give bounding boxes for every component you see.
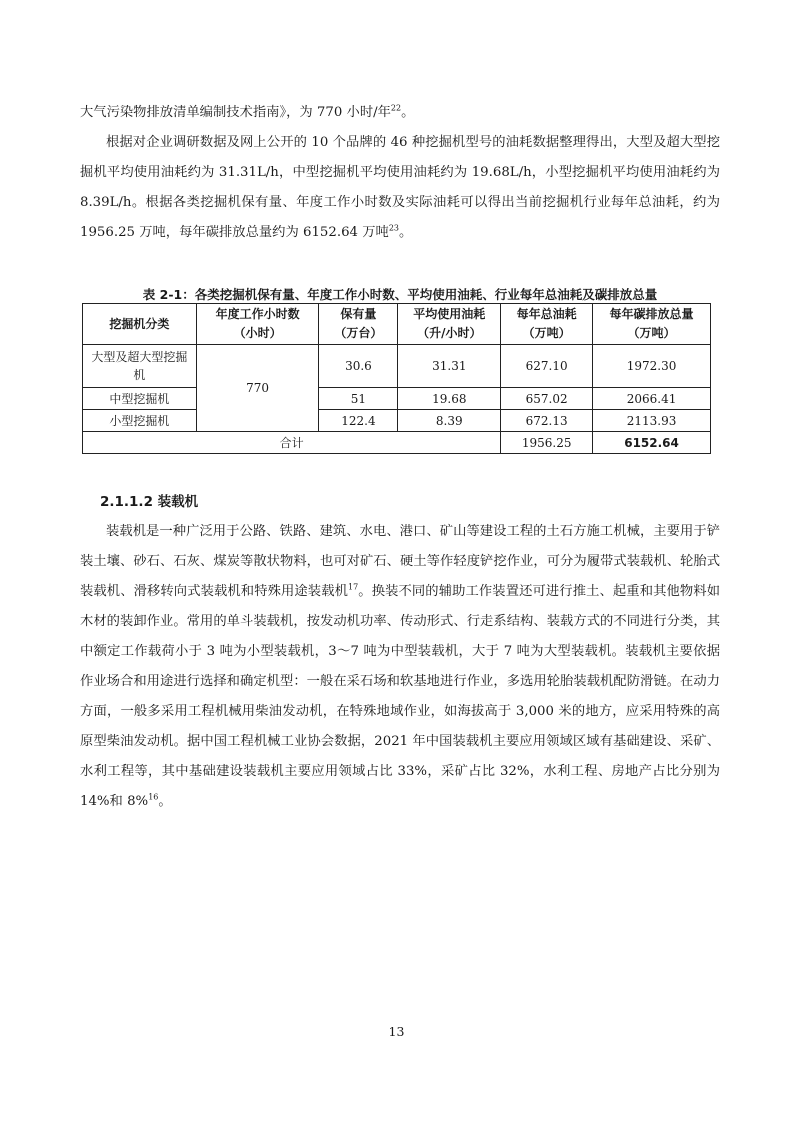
paragraph-2 [80, 128, 720, 248]
paragraph-3-text-a: 装载机是一种广泛用于公路、铁路、建筑、水电、港口、矿山等建设工程的土石方施工机械，主要用于铲装土壤、砂石、石灰、煤炭等散状物料，也可对矿石、硬土等作轻度铲挖作业，可分为履带式装载机、轮胎式装载机、滑移转向式装载机和特殊用途装载机 [80, 524, 720, 599]
row-fuel-rate: 31.31 [398, 345, 501, 388]
header-carbon: 每年碳排放总量 （万吨） [593, 304, 711, 345]
total-carbon: 6152.64 [593, 432, 711, 454]
row-total-fuel: 657.02 [501, 388, 593, 410]
row-fuel-rate: 19.68 [398, 388, 501, 410]
paragraph-2-text: 根据对企业调研数据及网上公开的 10 个品牌的 46 种挖掘机型号的油耗数据整理得出，大型及超大型挖掘机平均使用油耗约为 31.31L/h，中型挖掘机平均使用油耗约为 19.68L/h，小型挖掘机平均使用油耗约为 8.39L/h。根据各类挖掘机保有量、年度工作小时数及实际油耗可以得出当前挖掘机行业每年总油耗，约为 1956.25 万吨，每年碳排放总量约为 6152.64 万吨 [80, 135, 720, 240]
table-caption: 表 2-1：各类挖掘机保有量、年度工作小时数、平均使用油耗、行业每年总油耗及碳排放总量 [142, 287, 658, 302]
row-category: 大型及超大型挖掘机 [83, 345, 197, 388]
header-total-fuel: 每年总油耗 （万吨） [501, 304, 593, 345]
table-row [83, 388, 711, 410]
paragraph-3-end: 。 [158, 794, 172, 809]
paragraph-1 [80, 98, 720, 128]
row-count: 122.4 [319, 410, 398, 432]
paragraph-1-text: 大气污染物排放清单编制技术指南》，为 770 小时/年 [80, 105, 391, 120]
row-carbon: 2113.93 [593, 410, 711, 432]
total-label: 合计 [83, 432, 501, 454]
paragraph-3-text-b: 。换装不同的辅助工作装置还可进行推土、起重和其他物料如木材的装卸作业。常用的单斗装载机，按发动机功率、传动形式、行走系结构、装载方式的不同进行分类，其中额定工作载荷小于 3 吨为小型装载机，3～7 吨为中型装载机，大于 7 吨为大型装载机。装载机主要依据作业场合和用途进行选择和确定机型：一般在采石场和软基地进行作业，多选用轮胎装载机配防滑链。在动力方面，一般多采用工程机械用柴油发动机，在特殊地域作业，如海拔高于 3,000 米的地方，应采用特殊的高原型柴油发动机。据中国工程机械工业协会数据，2021 年中国装载机主要应用领域区域有基础建设、采矿、水利工程等，其中基础建设装载机主要应用领域占比 33%，采矿占比 32%，水利工程、房地产占比分别为 14%和 8% [80, 584, 721, 809]
table-row [83, 410, 711, 432]
total-fuel: 1956.25 [501, 432, 593, 454]
header-fuel-rate: 平均使用油耗 （升/小时） [398, 304, 501, 345]
header-category: 挖掘机分类 [83, 304, 197, 345]
row-total-fuel: 672.13 [501, 410, 593, 432]
row-carbon: 2066.41 [593, 388, 711, 410]
citation-23: 23 [388, 223, 399, 233]
paragraph-3 [80, 517, 720, 817]
citation-17: 17 [348, 582, 359, 592]
excavator-table [82, 303, 711, 454]
section-heading: 2.1.1.2 装载机 [100, 494, 199, 510]
paragraph-1-end: 。 [401, 105, 415, 120]
citation-22: 22 [390, 103, 402, 113]
header-count: 保有量 （万台） [319, 304, 398, 345]
table-row [83, 345, 711, 388]
paragraph-2-end: 。 [399, 225, 413, 240]
header-hours: 年度工作小时数 （小时） [196, 304, 319, 345]
table-total-row [83, 432, 711, 454]
row-count: 51 [319, 388, 398, 410]
table-header-row [83, 304, 711, 345]
row-category: 中型挖掘机 [83, 388, 197, 410]
row-fuel-rate: 8.39 [398, 410, 501, 432]
hours-cell: 770 [196, 345, 319, 432]
row-count: 30.6 [319, 345, 398, 388]
row-total-fuel: 627.10 [501, 345, 593, 388]
citation-16: 16 [148, 792, 159, 802]
row-carbon: 1972.30 [593, 345, 711, 388]
row-category: 小型挖掘机 [83, 410, 197, 432]
page-number: 13 [388, 1024, 405, 1039]
